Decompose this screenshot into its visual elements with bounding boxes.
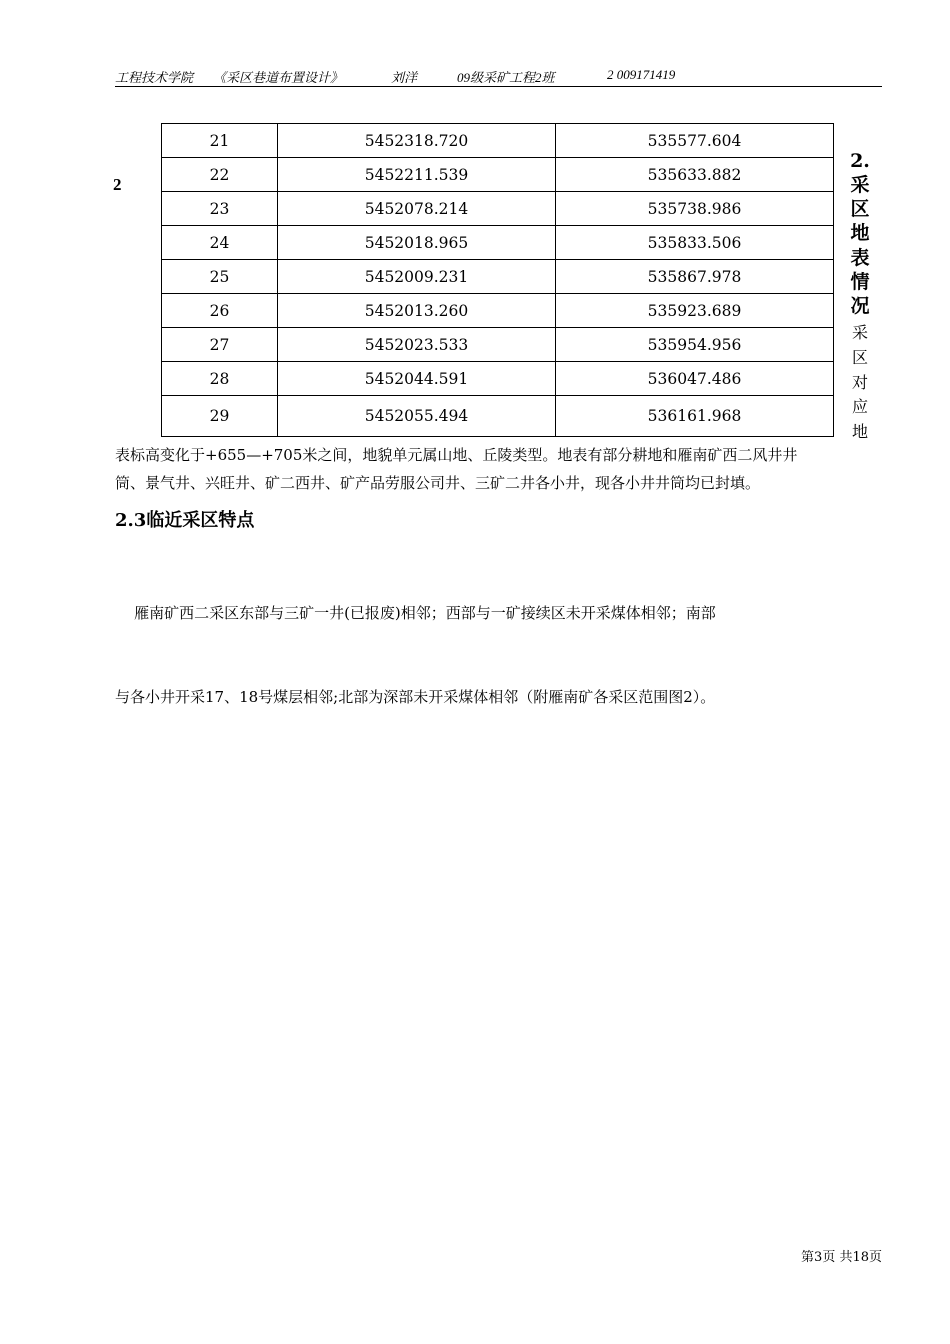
paragraph-line: 表标高变化于+655—+705米之间，地貌单元属山地、丘陵类型。地表有部分耕地和雁南矿西二风井井 xyxy=(115,446,798,464)
row-number: 26 xyxy=(162,294,278,328)
x-coordinate: 5452009.231 xyxy=(278,260,556,294)
row-number: 22 xyxy=(162,158,278,192)
header-student-id: 2 009171419 xyxy=(607,67,676,82)
header-school: 工程技术学院 xyxy=(115,70,194,85)
heading-char: 表 xyxy=(850,246,870,269)
body-char: 应 xyxy=(851,397,868,417)
table-row xyxy=(162,124,834,158)
row-number: 27 xyxy=(162,328,278,362)
y-coordinate: 535577.604 xyxy=(556,124,834,158)
y-coordinate: 535954.956 xyxy=(556,328,834,362)
y-coordinate: 535833.506 xyxy=(556,226,834,260)
header-class: 09级采矿工程2班 xyxy=(457,70,555,85)
row-number: 25 xyxy=(162,260,278,294)
x-coordinate: 5452018.965 xyxy=(278,226,556,260)
y-coordinate: 535633.882 xyxy=(556,158,834,192)
x-coordinate: 5452055.494 xyxy=(278,396,556,437)
surface-paragraph xyxy=(115,441,885,497)
body-char: 对 xyxy=(851,372,868,392)
section-heading: 2.3临近采区特点 xyxy=(115,510,255,531)
y-coordinate: 536161.968 xyxy=(556,396,834,437)
table-row xyxy=(162,362,834,396)
x-coordinate: 5452211.539 xyxy=(278,158,556,192)
heading-char: 2. xyxy=(850,150,870,172)
y-coordinate: 535738.986 xyxy=(556,192,834,226)
adjacent-paragraph xyxy=(115,543,885,739)
table-row xyxy=(162,294,834,328)
paragraph-line: 雁南矿西二采区东部与三矿一井(已报废)相邻；西部与一矿接续区未开采煤体相邻；南部 xyxy=(115,604,716,622)
table-row xyxy=(162,396,834,437)
paragraph-line: 筒、景气井、兴旺井、矿二西井、矿产品劳服公司井、三矿二井各小井，现各小井井筒均已封填。 xyxy=(115,474,761,492)
body-char: 区 xyxy=(851,347,868,367)
row-number: 29 xyxy=(162,396,278,437)
row-number: 24 xyxy=(162,226,278,260)
x-coordinate: 5452044.591 xyxy=(278,362,556,396)
y-coordinate: 535923.689 xyxy=(556,294,834,328)
coordinate-table xyxy=(161,123,834,437)
row-number: 23 xyxy=(162,192,278,226)
header-author: 刘洋 xyxy=(391,70,418,85)
body-char: 采 xyxy=(851,323,868,342)
y-coordinate: 535867.978 xyxy=(556,260,834,294)
table-row xyxy=(162,226,834,260)
heading-char: 地 xyxy=(850,222,870,245)
table-row xyxy=(162,158,834,192)
table-row xyxy=(162,328,834,362)
table-row xyxy=(162,260,834,294)
page-footer: 第3页 共18页 xyxy=(801,1250,882,1265)
row-number: 21 xyxy=(162,124,278,158)
heading-char: 区 xyxy=(850,198,870,221)
x-coordinate: 5452318.720 xyxy=(278,124,556,158)
header-title: 《采区巷道布置设计》 xyxy=(213,70,344,85)
x-coordinate: 5452078.214 xyxy=(278,192,556,226)
side-section-number: 2 xyxy=(113,175,122,194)
paragraph-line: 与各小井开采17、18号煤层相邻;北部为深部未开采煤体相邻（附雁南矿各采区范围图2）。 xyxy=(115,688,716,706)
heading-char: 采 xyxy=(850,174,870,197)
side-section-heading xyxy=(847,149,873,318)
x-coordinate: 5452023.533 xyxy=(278,328,556,362)
side-body-text xyxy=(847,321,873,445)
x-coordinate: 5452013.260 xyxy=(278,294,556,328)
heading-char: 情 xyxy=(850,270,870,293)
body-char: 地 xyxy=(851,422,868,442)
table-row xyxy=(162,192,834,226)
page-header xyxy=(115,66,882,87)
row-number: 28 xyxy=(162,362,278,396)
y-coordinate: 536047.486 xyxy=(556,362,834,396)
heading-char: 况 xyxy=(850,294,870,317)
